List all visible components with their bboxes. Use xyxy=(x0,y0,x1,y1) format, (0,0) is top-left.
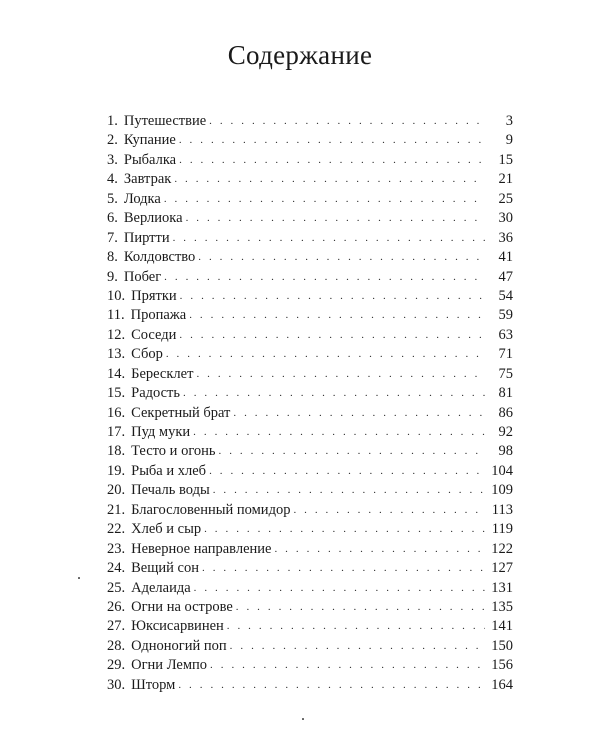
dot-leader xyxy=(210,656,485,675)
toc-entry-title: Секретный брат xyxy=(131,404,231,421)
toc-entry-title: Печаль воды xyxy=(131,482,210,499)
toc-entry-title: Лодка xyxy=(123,190,161,207)
toc-entry-title: Побег xyxy=(123,268,162,285)
toc-entry-number: 14. xyxy=(107,365,126,382)
dot-leader xyxy=(186,209,485,228)
toc-entry-title: Купание xyxy=(123,132,176,149)
dot-leader xyxy=(183,384,485,403)
toc-entry-page-number: 21 xyxy=(498,171,513,188)
dot-leader xyxy=(202,559,485,578)
toc-entry xyxy=(107,170,513,189)
toc-entry-number: 19. xyxy=(107,462,126,479)
toc-entry-number: 29. xyxy=(107,657,126,674)
dot-leader xyxy=(189,306,485,325)
dot-leader xyxy=(193,423,485,442)
toc-entry xyxy=(107,384,513,403)
dot-leader xyxy=(233,404,485,423)
toc-entry-number: 12. xyxy=(107,326,126,343)
dot-leader xyxy=(198,248,485,267)
toc-entry xyxy=(107,637,513,656)
toc-entry-title: Путешествие xyxy=(123,113,207,129)
toc-entry-page-number: 3 xyxy=(505,113,513,129)
toc-entry xyxy=(107,579,513,598)
toc-entry-title: Пропажа xyxy=(130,307,187,324)
toc-entry xyxy=(107,190,513,209)
toc-entry-number: 6. xyxy=(107,210,118,227)
toc-entry-number: 11. xyxy=(107,307,125,324)
toc-entry-title: Прятки xyxy=(131,287,177,304)
toc-entry-title: Колдовство xyxy=(123,249,196,266)
scan-speck xyxy=(78,577,80,579)
dot-leader xyxy=(164,268,485,287)
toc-entry-title: Юксисарвинен xyxy=(131,618,224,635)
toc-entry xyxy=(107,229,513,248)
toc-entry-page-number: 75 xyxy=(498,365,513,382)
toc-entry-number: 4. xyxy=(107,171,118,188)
toc-entry-page-number: 104 xyxy=(491,462,513,479)
toc-entry xyxy=(107,559,513,578)
toc-entry-page-number: 15 xyxy=(498,151,513,168)
toc-entry-page-number: 36 xyxy=(498,229,513,246)
toc-entry xyxy=(107,598,513,617)
toc-entry-title: Пиртти xyxy=(123,229,170,246)
dot-leader xyxy=(173,229,485,248)
toc-entry xyxy=(107,326,513,345)
toc-entry xyxy=(107,423,513,442)
toc-entry xyxy=(107,151,513,170)
toc-entry-number: 1. xyxy=(107,113,118,129)
toc-entry xyxy=(107,306,513,325)
toc-entry xyxy=(107,442,513,461)
dot-leader xyxy=(179,151,485,170)
toc-entry xyxy=(107,481,513,500)
toc-entry-page-number: 59 xyxy=(498,307,513,324)
toc-entry-page-number: 30 xyxy=(498,210,513,227)
toc-entry-page-number: 25 xyxy=(498,190,513,207)
toc-entry-number: 21. xyxy=(107,501,126,518)
dot-leader xyxy=(219,442,485,461)
toc-entry-title: Огни Лемпо xyxy=(131,657,208,674)
dot-leader xyxy=(180,287,485,306)
dot-leader xyxy=(179,131,485,150)
toc-entry-page-number: 156 xyxy=(491,657,513,674)
toc-entry-page-number: 113 xyxy=(491,501,513,518)
toc-entry-title: Аделаида xyxy=(131,579,191,596)
toc-entry xyxy=(107,676,513,695)
toc-entry-number: 24. xyxy=(107,560,126,577)
toc-entry-title: Верлиока xyxy=(123,210,183,227)
toc-entry xyxy=(107,540,513,559)
toc-entry-number: 9. xyxy=(107,268,118,285)
toc-entry-page-number: 71 xyxy=(498,346,513,363)
toc-entry-title: Завтрак xyxy=(123,171,172,188)
toc-entry-page-number: 164 xyxy=(491,676,513,693)
table-of-contents xyxy=(107,112,513,695)
toc-entry xyxy=(107,248,513,267)
dot-leader xyxy=(236,598,485,617)
toc-entry-number: 22. xyxy=(107,521,126,538)
toc-entry-number: 25. xyxy=(107,579,126,596)
toc-entry xyxy=(107,520,513,539)
toc-entry-number: 8. xyxy=(107,249,118,266)
dot-leader xyxy=(230,637,485,656)
toc-entry-title: Шторм xyxy=(131,676,176,693)
toc-entry-number: 20. xyxy=(107,482,126,499)
toc-entry-title: Одноногий поп xyxy=(131,637,227,654)
dot-leader xyxy=(204,520,485,539)
toc-entry-title: Сбор xyxy=(131,346,163,363)
toc-entry-number: 23. xyxy=(107,540,126,557)
toc-entry xyxy=(107,112,513,131)
toc-entry-number: 3. xyxy=(107,151,118,168)
toc-entry-page-number: 131 xyxy=(491,579,513,596)
dot-leader xyxy=(213,481,485,500)
toc-entry-number: 27. xyxy=(107,618,126,635)
dot-leader xyxy=(178,676,485,695)
dot-leader xyxy=(164,190,485,209)
toc-entry xyxy=(107,404,513,423)
toc-entry-page-number: 81 xyxy=(498,385,513,402)
dot-leader xyxy=(209,462,485,481)
toc-entry-number: 28. xyxy=(107,637,126,654)
toc-entry xyxy=(107,365,513,384)
toc-entry-title: Благословенный помидор xyxy=(131,501,291,518)
scan-speck xyxy=(302,718,304,720)
dot-leader xyxy=(209,112,485,131)
toc-entry-title: Рыбалка xyxy=(123,151,177,168)
toc-entry-page-number: 150 xyxy=(491,637,513,654)
toc-entry-number: 10. xyxy=(107,287,126,304)
toc-entry-page-number: 54 xyxy=(498,287,513,304)
toc-entry-number: 26. xyxy=(107,598,126,615)
toc-entry xyxy=(107,209,513,228)
toc-entry-page-number: 9 xyxy=(505,132,513,149)
toc-entry xyxy=(107,656,513,675)
dot-leader xyxy=(179,326,485,345)
toc-entry xyxy=(107,501,513,520)
toc-entry-number: 17. xyxy=(107,424,126,440)
toc-entry-page-number: 127 xyxy=(491,560,513,577)
toc-entry-page-number: 41 xyxy=(498,249,513,266)
toc-entry-title: Огни на острове xyxy=(131,598,233,615)
toc-entry-number: 13. xyxy=(107,346,126,363)
toc-entry-page-number: 109 xyxy=(491,482,513,499)
toc-entry-page-number: 63 xyxy=(498,326,513,343)
toc-entry-page-number: 119 xyxy=(491,521,513,538)
dot-leader xyxy=(227,617,485,636)
toc-entry-number: 16. xyxy=(107,404,126,421)
toc-entry xyxy=(107,462,513,481)
toc-entry-title: Рыба и хлеб xyxy=(131,462,207,479)
toc-entry-page-number: 92 xyxy=(498,424,513,440)
toc-entry xyxy=(107,617,513,636)
dot-leader xyxy=(196,365,485,384)
dot-leader xyxy=(194,579,485,598)
toc-entry-title: Соседи xyxy=(131,326,177,343)
toc-entry xyxy=(107,268,513,287)
toc-entry-title: Хлеб и сыр xyxy=(131,521,202,538)
toc-entry-page-number: 47 xyxy=(498,268,513,285)
dot-leader xyxy=(174,170,485,189)
dot-leader xyxy=(293,501,485,520)
toc-entry xyxy=(107,345,513,364)
toc-entry-page-number: 122 xyxy=(491,540,513,557)
toc-entry-page-number: 141 xyxy=(491,618,513,635)
toc-entry-number: 15. xyxy=(107,385,126,402)
toc-entry-title: Бересклет xyxy=(131,365,194,382)
dot-leader xyxy=(166,345,485,364)
toc-entry-page-number: 86 xyxy=(498,404,513,421)
toc-entry-title: Пуд муки xyxy=(131,424,191,440)
toc-entry-number: 2. xyxy=(107,132,118,149)
toc-entry xyxy=(107,287,513,306)
toc-entry-title: Радость xyxy=(131,385,180,402)
toc-entry-number: 7. xyxy=(107,229,118,246)
toc-entry-number: 5. xyxy=(107,190,118,207)
toc-entry-number: 30. xyxy=(107,676,126,693)
toc-entry-title: Тесто и огонь xyxy=(131,443,216,460)
page-title: Содержание xyxy=(227,40,373,70)
toc-entry-page-number: 98 xyxy=(498,443,513,460)
dot-leader xyxy=(274,540,485,559)
toc-entry-number: 18. xyxy=(107,443,126,460)
toc-entry-title: Вещий сон xyxy=(131,560,199,577)
toc-entry-title: Неверное направление xyxy=(131,540,272,557)
toc-entry xyxy=(107,131,513,150)
toc-entry-page-number: 135 xyxy=(491,598,513,615)
